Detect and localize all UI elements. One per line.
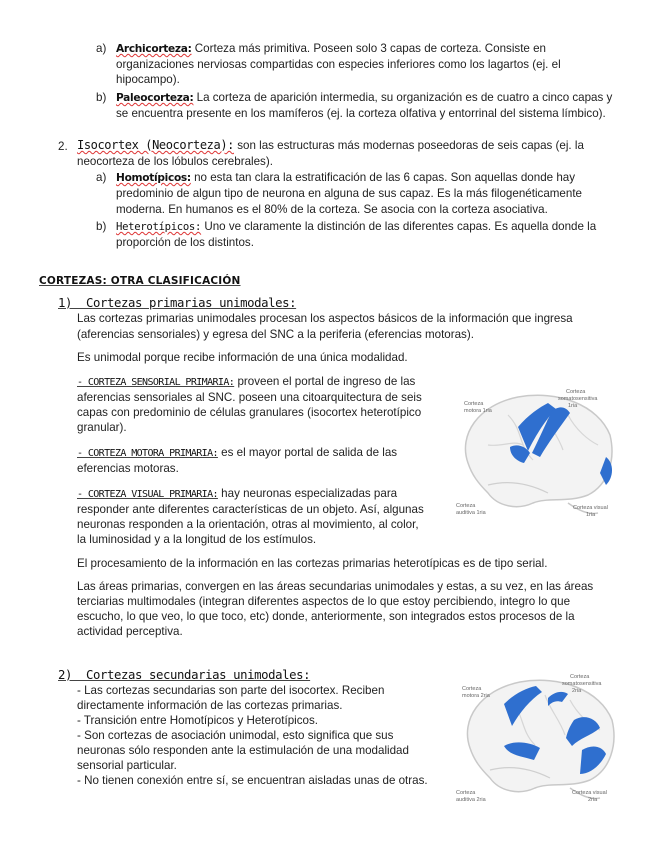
archicorteza-cont2: hipocampo).	[116, 73, 180, 86]
motora-t2: eferencias motoras.	[77, 462, 179, 475]
iso-marker-b: b)	[96, 220, 107, 233]
sensorial-t4: granular).	[77, 421, 127, 434]
label-auditiva-2: auditiva 1ria	[456, 510, 486, 516]
s1-p4c: escucho, lo que veo, lo que toco, etc) donde, anteriormente, son integrados estos procesos de la	[77, 610, 575, 623]
visual-t3: neuronas responden a la orientación, otras al movimiento, al color,	[77, 518, 419, 531]
section-title: CORTEZAS: OTRA CLASIFICACIÓN	[39, 275, 241, 287]
motora-label: - CORTEZA MOTORA PRIMARIA:	[77, 448, 218, 459]
s1-heading: 1) Cortezas primarias unimodales:	[58, 296, 297, 310]
paleocorteza-term: Paleocorteza:	[116, 92, 194, 104]
label-soma-2: somatosensitiva	[562, 681, 602, 687]
iso-marker: 2.	[58, 140, 68, 153]
s1-p4b: terciarias multimodales (integran diferentes aspectos de lo que estoy percibiendo, integro lo que	[77, 595, 571, 608]
isocortex-cont1: neocorteza de los lóbulos cerebrales).	[77, 155, 273, 168]
s1-p3: El procesamiento de la información en las cortezas primarias heterotípicas es de tipo serial.	[77, 557, 548, 570]
heterotipicos-text: Uno ve claramente la distinción de las diferentes capas. Es aquella donde la	[204, 220, 597, 233]
sensorial-item	[77, 374, 415, 391]
heterotipicos-item	[116, 219, 596, 236]
s2-l3b: neuronas sólo responden ante la estimulación de una modalidad	[77, 744, 409, 757]
label-visual-2: 2ria	[588, 797, 598, 803]
visual-label: - CORTEZA VISUAL PRIMARIA:	[77, 489, 218, 500]
brain-figure-secondary	[450, 670, 620, 810]
label-soma-1: Corteza	[570, 674, 590, 680]
archicorteza-item	[116, 41, 546, 58]
paleocorteza-text: La corteza de aparición intermedia, su organización es de cuatro a cinco capas y	[196, 91, 613, 104]
s1-p1b: (aferencias sensoriales) y egresa del SNC a la periferia (eferencias motoras).	[77, 328, 474, 341]
isocortex-item	[77, 138, 584, 154]
label-auditiva-2: auditiva 2ria	[456, 797, 486, 803]
label-motora-2: motora 2ria	[462, 693, 490, 699]
archicorteza-text: Corteza más primitiva. Poseen solo 3 capas de corteza. Consiste en	[194, 42, 547, 55]
s1-p2: Es unimodal porque recibe información de una única modalidad.	[77, 351, 408, 364]
s2-l3a: - Son cortezas de asociación unimodal, esto significa que sus	[77, 729, 394, 742]
homotipicos-text: no esta tan clara la estratificación de las 6 capas. Son aquellas donde hay	[194, 171, 576, 184]
label-visual-2: 1ria	[586, 512, 596, 518]
s2-l3c: sensorial particular.	[77, 759, 177, 772]
label-auditiva-1: Corteza	[456, 790, 476, 796]
visual-t2: responder ante diferentes características de un objeto. Así, algunas	[77, 503, 424, 516]
iso-marker-a: a)	[96, 171, 107, 184]
isocortex-term: Isocortex (Neocorteza):	[77, 138, 234, 152]
paleocorteza-item	[116, 90, 612, 107]
s2-heading: 2) Cortezas secundarias unimodales:	[58, 668, 311, 682]
list-marker-b: b)	[96, 91, 107, 104]
homotipicos-cont2: moderna. En humanos es el 80% de la corteza. Se asocia con la corteza asociativa.	[116, 203, 548, 216]
homotipicos-cont1: predominio de algun tipo de neurona en alguna de sus capaz. Es la más filogenéticamente	[116, 187, 582, 200]
archicorteza-cont1: organizaciones nerviosas compartidas con especies inferiores como los lagartos (ej. el	[116, 58, 561, 71]
label-soma-3: 2ria	[572, 688, 582, 694]
paleocorteza-cont1: se encuentra presente en los mamíferos (ej. la corteza olfativa y entorrinal del sistema límbico).	[116, 107, 606, 120]
label-soma-2: somatosensitiva	[558, 396, 598, 402]
s2-l1b: directamente información de las cortezas primarias.	[77, 699, 343, 712]
label-visual-1: Corteza visual	[572, 790, 607, 796]
label-motora-1: Corteza	[464, 401, 484, 407]
motora-t1: es el mayor portal de salida de las	[221, 446, 398, 459]
archicorteza-term: Archicorteza:	[116, 43, 192, 55]
visual-item	[77, 486, 397, 503]
s2-l4: - No tienen conexión entre sí, se encuentran aisladas unas de otras.	[77, 774, 428, 787]
label-soma-1: Corteza	[566, 389, 586, 395]
s2-l2: - Transición entre Homotípicos y Heterotípicos.	[77, 714, 318, 727]
visual-t4: la luminosidad y a la longitud de los estímulos.	[77, 533, 317, 546]
s1-p4d: actividad perceptiva.	[77, 625, 183, 638]
sensorial-t1: proveen el portal de ingreso de las	[237, 375, 416, 388]
s1-p1a: Las cortezas primarias unimodales procesan los aspectos básicos de la información que ingresa	[77, 312, 573, 325]
sensorial-t2: aferencias sensoriales al SNC. poseen una citoarquitectura de seis	[77, 391, 422, 404]
sensorial-t3: capas con predominio de células granulares (isocortex heterotípico	[77, 406, 422, 419]
homotipicos-item	[116, 170, 575, 187]
homotipicos-term: Homotípicos:	[116, 172, 191, 184]
heterotipicos-cont1: proporción de los distintos.	[116, 236, 254, 249]
label-visual-1: Corteza visual	[573, 505, 608, 511]
label-soma-3: 1ria	[568, 403, 578, 409]
isocortex-text: son las estructuras más modernas poseedoras de seis capas (ej. la	[237, 139, 584, 152]
heterotipicos-term: Heterotípicos:	[116, 221, 202, 233]
label-auditiva-1: Corteza	[456, 503, 476, 509]
s2-l1a: - Las cortezas secundarias son parte del isocortex. Reciben	[77, 684, 385, 697]
list-marker-a: a)	[96, 42, 107, 55]
motora-item	[77, 445, 397, 462]
visual-t1: hay neuronas especializadas para	[221, 487, 398, 500]
label-motora-2: motora 1ria	[464, 408, 492, 414]
brain-figure-primary	[448, 385, 618, 525]
s1-p4a: Las áreas primarias, convergen en las áreas secundarias unimodales y estas, a su vez, en las áreas	[77, 580, 594, 593]
sensorial-label: - CORTEZA SENSORIAL PRIMARIA:	[77, 377, 235, 388]
label-motora-1: Corteza	[462, 686, 482, 692]
